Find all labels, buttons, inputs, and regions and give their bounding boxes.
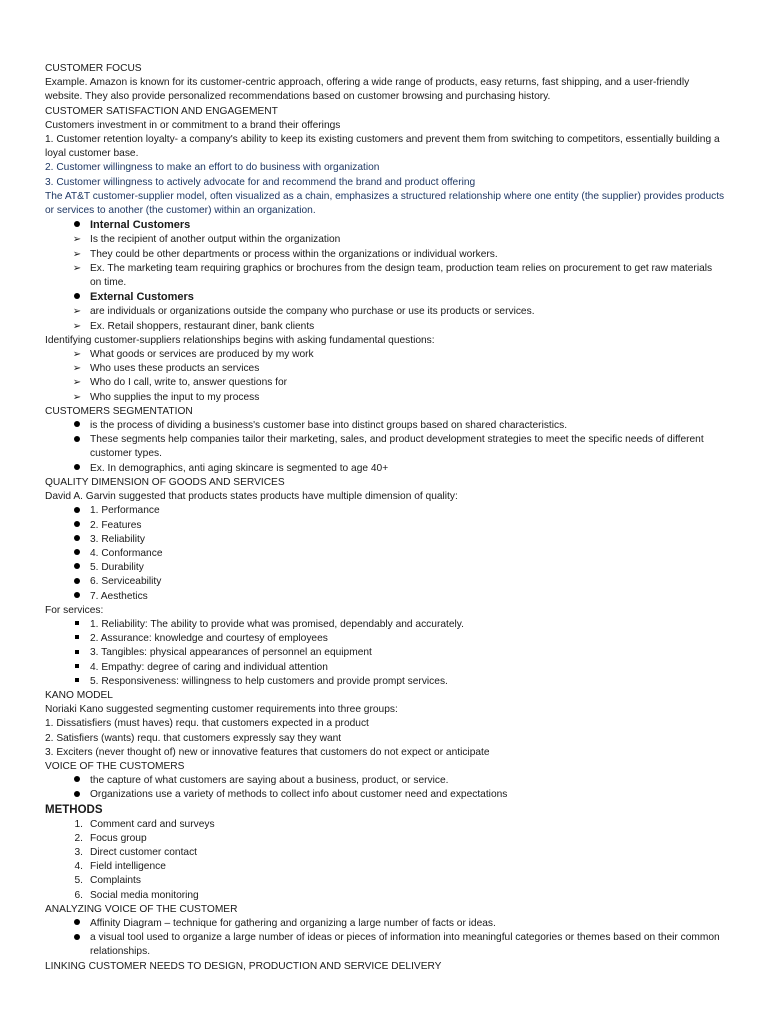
heading-quality-dimension: QUALITY DIMENSION OF GOODS AND SERVICES — [45, 476, 285, 488]
list-item: ➢ What goods or services are produced by my work — [45, 348, 725, 362]
list-item: is the process of dividing a business's customer base into distinct groups based on shared characteristics. — [45, 419, 725, 433]
list-item: 2. Features — [45, 519, 725, 533]
bullet-dot-icon — [68, 533, 86, 547]
internal-customers-heading: Internal Customers — [45, 218, 725, 233]
square-bullet-icon — [68, 646, 86, 660]
list-item: 2. Focus group — [74, 832, 147, 844]
list-item: ➢ Ex. The marketing team requiring graphics or brochures from the design team, production team relies on procurement to get raw materials on time. — [45, 262, 725, 290]
list-item: ➢ Who uses these products an services — [45, 362, 725, 376]
paragraph-att-model: The AT&T customer-supplier model, often visualized as a chain, emphasizes a structured relationship where one entity (the supplier) provides products or services to another (the customer) within an organization. — [45, 190, 725, 217]
list-item: ➢ They could be other departments or process within the organizations or individual workers. — [45, 248, 725, 262]
list-item: Organizations use a variety of methods to collect info about customer need and expectations — [45, 788, 725, 802]
paragraph-investment: Customers investment in or commitment to a brand their offerings — [45, 119, 341, 131]
document-page — [45, 62, 725, 974]
bullet-dot-icon — [68, 590, 86, 604]
questions-intro: Identifying customer-suppliers relationships begins with asking fundamental questions: — [45, 334, 435, 346]
list-item: the capture of what customers are saying about a business, product, or service. — [45, 774, 725, 788]
arrow-bullet-icon: ➢ — [72, 391, 82, 403]
list-item: 1. Reliability: The ability to provide what was promised, dependably and accurately. — [45, 618, 725, 632]
list-item: 5. Complaints — [74, 875, 141, 887]
list-item: Affinity Diagram – technique for gathering and organizing a large number of facts or ideas. — [45, 917, 725, 931]
arrow-bullet-icon: ➢ — [72, 262, 82, 274]
bullet-dot-icon — [68, 519, 86, 533]
heading-analyzing-voice: ANALYZING VOICE OF THE CUSTOMER — [45, 903, 238, 915]
bullet-dot-icon — [68, 774, 86, 788]
quality-intro: David A. Garvin suggested that products states products have multiple dimension of quality: — [45, 491, 458, 503]
point-retention-loyalty: 1. Customer retention loyalty- a company's ability to keep its existing customers and prevent them from switching to competitors, essentially building a loyal customer base. — [45, 134, 720, 160]
bullet-dot-icon — [68, 433, 86, 447]
bullet-dot-icon — [68, 290, 86, 304]
list-item: 5. Durability — [45, 561, 725, 575]
arrow-bullet-icon: ➢ — [72, 234, 82, 246]
bullet-dot-icon — [68, 788, 86, 802]
square-bullet-icon — [68, 618, 86, 632]
services-label: For services: — [45, 604, 104, 616]
list-item: 3. Direct customer contact — [74, 846, 198, 858]
bullet-dot-icon — [68, 547, 86, 561]
list-item: a visual tool used to organize a large number of ideas or pieces of information into meaningful categories or themes based on their common relationships. — [45, 931, 725, 959]
square-bullet-icon — [68, 661, 86, 675]
kano-intro: Noriaki Kano suggested segmenting customer requirements into three groups: — [45, 704, 398, 716]
list-item: ➢ are individuals or organizations outside the company who purchase or use its products or services. — [45, 305, 725, 319]
heading-satisfaction-engagement: CUSTOMER SATISFACTION AND ENGAGEMENT — [45, 105, 278, 117]
list-item: 3. Reliability — [45, 533, 725, 547]
arrow-bullet-icon: ➢ — [72, 306, 82, 318]
point-willingness-effort: 2. Customer willingness to make an effort to do business with organization — [45, 162, 380, 174]
list-item: 6. Social media monitoring — [74, 889, 199, 901]
list-item: Ex. In demographics, anti aging skincare is segmented to age 40+ — [45, 462, 725, 476]
square-bullet-icon — [68, 632, 86, 646]
external-customers-heading: External Customers — [45, 290, 725, 305]
arrow-bullet-icon: ➢ — [72, 377, 82, 389]
list-item: ➢ Ex. Retail shoppers, restaurant diner, bank clients — [45, 320, 725, 334]
list-item: ➢ Is the recipient of another output within the organization — [45, 233, 725, 247]
heading-customer-focus: CUSTOMER FOCUS — [45, 63, 142, 74]
arrow-bullet-icon: ➢ — [72, 320, 82, 332]
paragraph-amazon-example: Example. Amazon is known for its customer-centric approach, offering a wide range of products, easy returns, fast shipping, and a user-friendly website. They also provide personalized recommendations based on customer browsing and purchasing history. — [45, 77, 690, 103]
list-item: These segments help companies tailor their marketing, sales, and product development strategies to meet the specific needs of different customer types. — [45, 433, 725, 461]
heading-kano-model: KANO MODEL — [45, 689, 113, 701]
list-item: ➢ Who supplies the input to my process — [45, 391, 725, 405]
bullet-dot-icon — [68, 931, 86, 945]
list-item: 6. Serviceability — [45, 575, 725, 589]
kano-item-dissatisfiers: 1. Dissatisfiers (must haves) requ. that customers expected in a product — [45, 718, 369, 730]
bullet-dot-icon — [68, 218, 86, 232]
bullet-dot-icon — [68, 462, 86, 476]
list-item: 3. Tangibles: physical appearances of personnel an equipment — [45, 646, 725, 660]
list-item: ➢ Who do I call, write to, answer questions for — [45, 376, 725, 390]
list-item: 2. Assurance: knowledge and courtesy of employees — [45, 632, 725, 646]
list-item: 1. Comment card and surveys — [74, 818, 215, 830]
bullet-dot-icon — [68, 504, 86, 518]
point-willingness-advocate: 3. Customer willingness to actively advocate for and recommend the brand and product offering — [45, 176, 476, 188]
list-item: 1. Performance — [45, 504, 725, 518]
list-item: 7. Aesthetics — [45, 590, 725, 604]
square-bullet-icon — [68, 675, 86, 689]
list-item: 5. Responsiveness: willingness to help customers and provide prompt services. — [45, 675, 725, 689]
arrow-bullet-icon: ➢ — [72, 248, 82, 260]
bullet-dot-icon — [68, 917, 86, 931]
arrow-bullet-icon: ➢ — [72, 349, 82, 361]
arrow-bullet-icon: ➢ — [72, 363, 82, 375]
heading-segmentation: CUSTOMERS SEGMENTATION — [45, 405, 193, 417]
list-item: 4. Conformance — [45, 547, 725, 561]
bullet-dot-icon — [68, 419, 86, 433]
heading-linking-needs: LINKING CUSTOMER NEEDS TO DESIGN, PRODUCTION AND SERVICE DELIVERY — [45, 960, 442, 972]
list-item: 4. Empathy: degree of caring and individual attention — [45, 661, 725, 675]
bullet-dot-icon — [68, 575, 86, 589]
heading-voice-of-customers: VOICE OF THE CUSTOMERS — [45, 760, 185, 772]
heading-methods: METHODS — [45, 803, 103, 816]
kano-item-satisfiers: 2. Satisfiers (wants) requ. that customers expressly say they want — [45, 732, 342, 744]
list-item: 4. Field intelligence — [74, 861, 166, 873]
bullet-dot-icon — [68, 561, 86, 575]
kano-item-exciters: 3. Exciters (never thought of) new or innovative features that customers do not expect or anticipate — [45, 746, 490, 758]
